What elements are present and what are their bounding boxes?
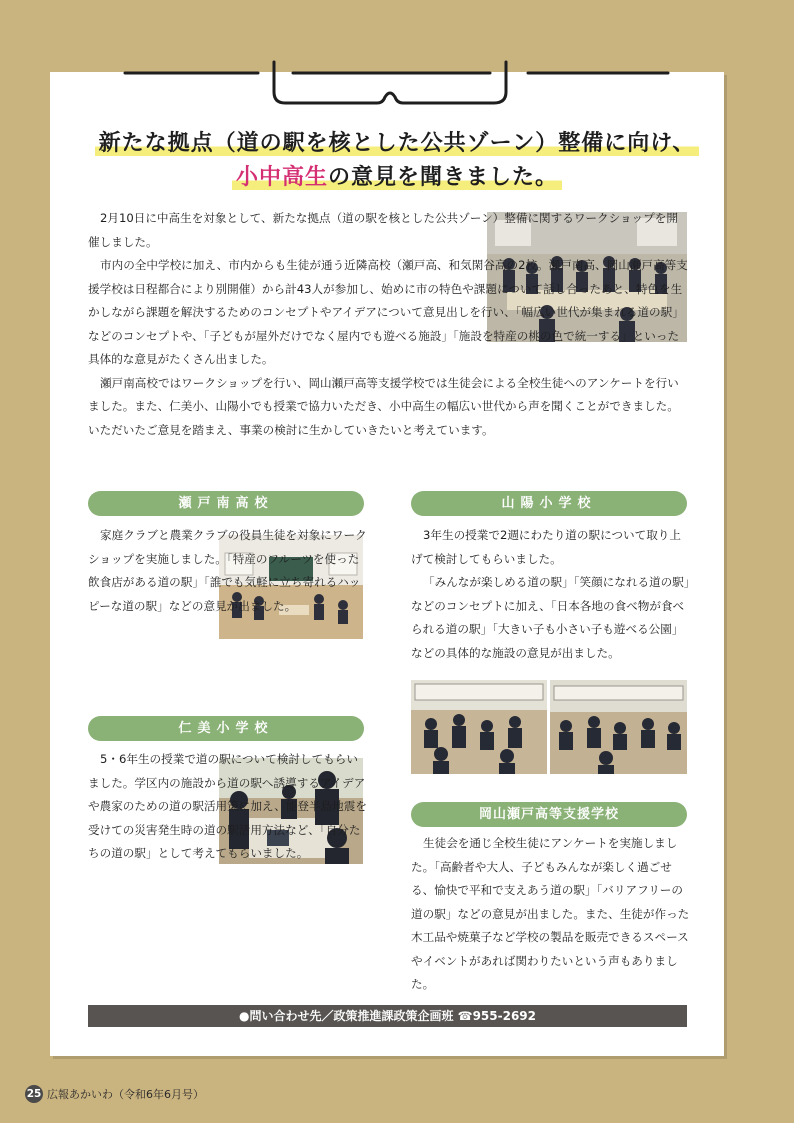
headline-line-2 [0, 160, 794, 191]
heading-sanyo-elementary: 山陽小学校 [411, 491, 687, 516]
headline-highlight: 小中高生 [235, 165, 328, 190]
sanyo-text: 3年生の授業で2週にわたり道の駅について取り上げて検討してもらいました。 「みんなが楽しめる道の駅」「笑顔になれる道の駅」などのコンセプトに加え、「日本各地の食べ物が食べられる道の駅」「大きい子も小さい子も遊べる公園」などの具体的な施設の意見が出ました。 [411, 528, 690, 660]
contact-bar: ●問い合わせ先／政策推進課政策企画班 ☎955-2692 [88, 1005, 687, 1027]
binder-clip-decoration [0, 0, 794, 110]
support-school-text: 生徒会を通じ全校生徒にアンケートを実施しました。「高齢者や大人、子どもみんなが楽しく過ごせる、愉快で平和で支えあう道の駅」「バリアフリーの道の駅」などの意見が出ました。また、生徒が作った木工品や焼菓子など学校の製品を販売できるスペースやイベントがあれば関わりたいという声もありました。 [411, 836, 690, 991]
seto-minami-text: 家庭クラブと農業クラブの役員生徒を対象にワークショップを実施しました。「特産のフルーツを使った飲食店がある道の駅」「誰でも気軽に立ち寄れるハッピーな道の駅」などの意見が出ました。 [88, 528, 367, 613]
heading-jinbi-elementary: 仁美小学校 [88, 716, 364, 741]
jinbi-text: 5・6年生の授業で道の駅について検討してもらいました。学区内の施設から道の駅へ誘導するアイデアや農家のための道の駅活用策に加え、能登半島地震を受けての災害発生時の道の駅活用方法など、「自分たちの道の駅」として考えてもらいました。 [88, 752, 367, 860]
headline-rest: の意見を聞きました。 [328, 165, 559, 190]
sanyo-classroom-photo-right [550, 680, 687, 774]
publication-name: 広報あかいわ（令和6年6月号） [47, 1088, 204, 1101]
headline-line-1: 新たな拠点（道の駅を核とした公共ゾーン）整備に向け、 [0, 126, 794, 157]
sanyo-classroom-photo-left [411, 680, 547, 774]
intro-text: 2月10日に中高生を対象として、新たな拠点（道の駅を核とした公共ゾーン）整備に関するワークショップを開催しました。 市内の全中学校に加え、市内からも生徒が通う近隣高校（瀬戸高、和気閑谷高の2校。瀬戸南高、岡山瀬戸高等支援学校は日程都合により別開催）から計43人が参加し、始めに市の特色や課題について話し合ったあと、特色を生かしながら課題を解決するためのコンセプトやアイデアについて意見出しを行い、「幅広い世代が集まれる道の駅」などのコンセプトや、「子どもが屋外だけでなく屋内でも遊べる施設」「施設を特産の桃の色で統一する」といった具体的な意見がたくさん出ました。 瀬戸南高校ではワークショップを行い、岡山瀬戸高等支援学校では生徒会による全校生徒へのアンケートを行いました。また、仁美小、山陽小でも授業で協力いただき、小中高生の幅広い世代から声を聞くことができました。いただいたご意見を踏まえ、事業の検討に生かしていきたいと考えています。 [88, 211, 688, 437]
page-number-badge: 25 [25, 1085, 43, 1103]
heading-okayama-seto-support-school: 岡山瀬戸高等支援学校 [411, 802, 687, 827]
heading-seto-minami-high: 瀬戸南高校 [88, 491, 364, 516]
